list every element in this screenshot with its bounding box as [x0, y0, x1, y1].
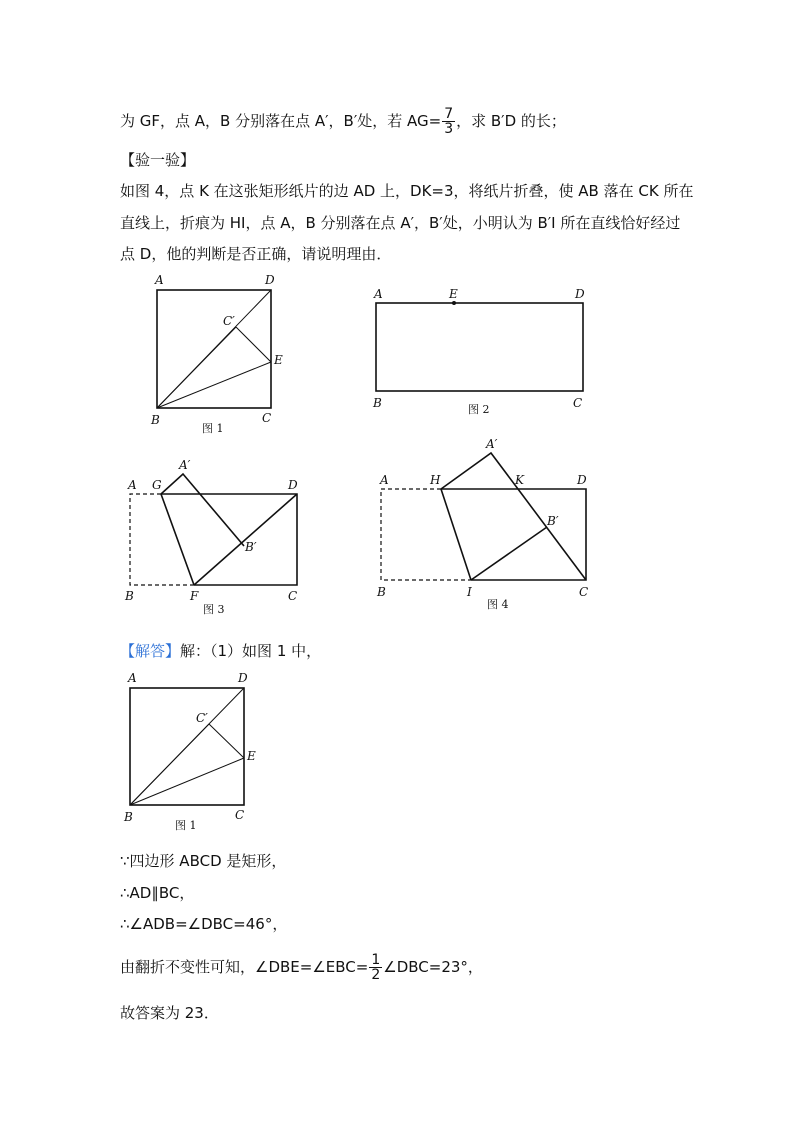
- figure-1-answer: [118, 670, 268, 840]
- label-c: C: [573, 396, 583, 410]
- label-k: K: [515, 473, 524, 487]
- question-line: [120, 107, 566, 136]
- label-h: H: [430, 473, 441, 487]
- answer-intro: [120, 640, 321, 662]
- label-b: B: [373, 396, 382, 410]
- paragraph-line-1: 如图 4，点 K 在这张矩形纸片的边 AD 上，DK=3，将纸片折叠，使 AB 落在 CK 所在: [120, 182, 694, 200]
- label-c: C: [235, 808, 245, 822]
- fraction-denominator: 2: [371, 967, 381, 983]
- figure-caption: 图 1: [202, 422, 224, 435]
- figure-2: [370, 283, 600, 423]
- fraction-half: [369, 953, 382, 982]
- solution-line-2: ∴AD∥BC，: [120, 884, 195, 902]
- figure-4: [375, 437, 605, 622]
- label-b-prime: B′: [245, 540, 257, 554]
- answer-tag: 【解答】: [120, 642, 181, 660]
- figure-caption: 图 1: [175, 819, 197, 832]
- solution-text-a: 由翻折不变性可知，∠DBE=∠EBC=: [120, 958, 369, 976]
- fraction-denominator: 3: [444, 121, 454, 137]
- solution-line-1: ∵四边形 ABCD 是矩形，: [120, 852, 287, 870]
- solution-line-5: 故答案为 23．: [120, 1004, 219, 1022]
- figure-1: [145, 272, 295, 442]
- label-b: B: [377, 585, 386, 599]
- label-f: F: [190, 589, 199, 603]
- label-a-prime: A′: [179, 458, 191, 472]
- figure-caption: 图 3: [203, 603, 225, 616]
- fraction-ag: [442, 107, 455, 136]
- label-b: B: [125, 589, 134, 603]
- label-a: A: [155, 273, 164, 287]
- label-a-prime: A′: [486, 437, 498, 451]
- label-a: A: [128, 671, 137, 685]
- fraction-numerator: 7: [444, 106, 454, 122]
- answer-intro-text: 解：（1）如图 1 中，: [180, 642, 322, 660]
- label-d: D: [575, 287, 585, 301]
- label-d: D: [577, 473, 587, 487]
- paragraph-line-3: 点 D，他的判断是否正确，请说明理由．: [120, 245, 392, 263]
- label-g: G: [152, 478, 162, 492]
- figure-3: [120, 455, 310, 620]
- paragraph-line-2: 直线上，折痕为 HI，点 A，B 分别落在点 A′，B′处，小明认为 B′I 所在直线恰好经过: [120, 214, 681, 232]
- question-text-a: 为 GF，点 A，B 分别落在点 A′，B′处，若 AG=: [120, 112, 442, 130]
- label-c: C: [579, 585, 589, 599]
- label-b: B: [151, 413, 160, 427]
- label-i: I: [467, 585, 472, 599]
- label-e: E: [449, 287, 458, 301]
- label-c: C: [262, 411, 272, 425]
- figure-caption: 图 2: [468, 403, 490, 416]
- label-c-prime: C′: [223, 314, 235, 328]
- label-c: C: [288, 589, 298, 603]
- label-a: A: [374, 287, 383, 301]
- question-text-b: ，求 B′D 的长；: [456, 112, 566, 130]
- label-d: D: [238, 671, 248, 685]
- label-e: E: [247, 749, 256, 763]
- label-c-prime: C′: [196, 711, 208, 725]
- figure-caption: 图 4: [487, 598, 509, 611]
- label-b-prime: B′: [547, 514, 559, 528]
- fraction-numerator: 1: [371, 952, 381, 968]
- label-a: A: [380, 473, 389, 487]
- solution-text-b: ∠DBC=23°，: [383, 958, 483, 976]
- solution-line-4: [120, 953, 483, 982]
- label-a: A: [128, 478, 137, 492]
- label-d: D: [288, 478, 298, 492]
- label-b: B: [124, 810, 133, 824]
- label-e: E: [274, 353, 283, 367]
- section-heading: 【验一验】: [120, 151, 196, 169]
- label-d: D: [265, 273, 275, 287]
- solution-line-3: ∴∠ADB=∠DBC=46°，: [120, 915, 288, 933]
